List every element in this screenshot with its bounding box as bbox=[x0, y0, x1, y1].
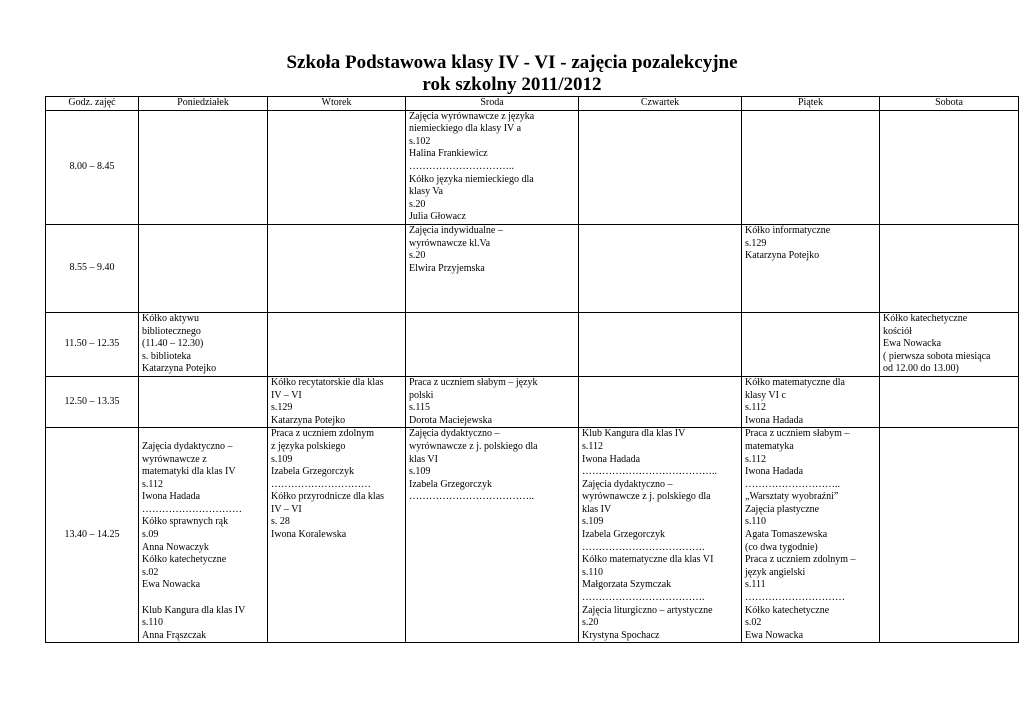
activity-line: s.112 bbox=[745, 453, 767, 465]
header-monday: Poniedziałek bbox=[139, 97, 268, 111]
schedule-cell-saturday bbox=[880, 428, 1019, 643]
activity-line: Agata Tomaszewska bbox=[745, 529, 828, 541]
activity-line: język angielski bbox=[745, 566, 806, 578]
activity-line: Kółko katechetyczne bbox=[142, 554, 227, 566]
time-slot-cell: 8.00 – 8.45 bbox=[46, 110, 139, 224]
schedule-cell-friday bbox=[742, 428, 880, 643]
activity-line: s. 28 bbox=[271, 516, 290, 528]
schedule-cell-saturday bbox=[880, 224, 1019, 312]
schedule-cell-wednesday bbox=[406, 224, 579, 312]
activity-line: Zajęcia indywidualne – bbox=[409, 224, 503, 236]
activity-line: s.110 bbox=[582, 566, 604, 578]
activity-line: s.02 bbox=[745, 617, 762, 629]
activity-line: Kółko przyrodnicze dla klas bbox=[271, 491, 385, 503]
schedule-cell-wednesday bbox=[406, 428, 579, 643]
schedule-cell-monday bbox=[139, 376, 268, 427]
activity-line: s.110 bbox=[745, 516, 767, 528]
activity-line: ………………………… bbox=[745, 592, 845, 604]
activity-line: Kółko matematyczne dla klas VI bbox=[582, 554, 714, 566]
activity-line: (11.40 – 12.30) bbox=[142, 338, 204, 350]
header-thursday: Czwartek bbox=[579, 97, 742, 111]
activity-line: Zajęcia dydaktyczno – bbox=[142, 440, 233, 452]
header-saturday: Sobota bbox=[880, 97, 1019, 111]
activity-line: ( pierwsza sobota miesiąca bbox=[883, 350, 991, 362]
schedule-cell-saturday bbox=[880, 312, 1019, 376]
activity-line: ………………………………….. bbox=[582, 466, 717, 478]
activity-line: s.112 bbox=[582, 440, 604, 452]
schedule-cell-monday bbox=[139, 224, 268, 312]
activity-line: kościół bbox=[883, 325, 912, 337]
activity-line: Krystyna Spochacz bbox=[582, 629, 660, 641]
title-line-1: Szkoła Podstawowa klasy IV - VI - zajęcia pozalekcyjne bbox=[286, 52, 738, 73]
time-slot-cell: 8.55 – 9.40 bbox=[46, 224, 139, 312]
activity-line: ……………………….. bbox=[745, 478, 840, 490]
activity-line: Małgorzata Szymczak bbox=[582, 579, 672, 591]
header-hours: Godz. zajęć bbox=[46, 97, 139, 111]
activity-line: s.20 bbox=[409, 250, 426, 262]
activity-line: s.20 bbox=[409, 198, 426, 210]
activity-line: Halina Frankiewicz bbox=[409, 148, 488, 160]
activity-line: Praca z uczniem zdolnym bbox=[271, 428, 375, 440]
activity-line: s.109 bbox=[271, 453, 293, 465]
activity-line: Julia Głowacz bbox=[409, 211, 466, 223]
activity-line: ……………………………….. bbox=[409, 491, 534, 503]
schedule-cell-thursday bbox=[579, 110, 742, 224]
activity-line: niemieckiego dla klasy IV a bbox=[409, 123, 522, 135]
activity-line: Zajęcia dydaktyczno – bbox=[409, 428, 500, 440]
activity-line: od 12.00 do 13.00) bbox=[883, 363, 959, 375]
schedule-cell-friday bbox=[742, 376, 880, 427]
activity-line: s.111 bbox=[745, 579, 766, 591]
activity-line: wyrównawcze z j. polskiego dla bbox=[409, 440, 538, 452]
schedule-cell-thursday bbox=[579, 376, 742, 427]
schedule-cell-monday bbox=[139, 428, 268, 643]
activity-line: s.02 bbox=[142, 566, 159, 578]
activity-line: Zajęcia liturgiczno – artystyczne bbox=[582, 604, 713, 616]
activity-line: Praca z uczniem zdolnym – bbox=[745, 554, 856, 566]
activity-line: Ewa Nowacka bbox=[142, 579, 201, 591]
activity-line: ………………………… bbox=[271, 478, 371, 490]
activity-line: s.112 bbox=[142, 478, 164, 490]
title-line-2: rok szkolny 2011/2012 bbox=[422, 74, 602, 95]
schedule-cell-monday bbox=[139, 312, 268, 376]
activity-line: s.20 bbox=[582, 617, 599, 629]
table-row bbox=[46, 376, 1019, 427]
schedule-cell-wednesday bbox=[406, 376, 579, 427]
activity-line: matematyki dla klas IV bbox=[142, 466, 236, 478]
activity-line: Katarzyna Potejko bbox=[271, 414, 346, 426]
activity-line: bibliotecznego bbox=[142, 325, 201, 337]
activity-line: klas IV bbox=[582, 503, 612, 515]
activity-line: Iwona Hadada bbox=[745, 466, 804, 478]
activity-line: matematyka bbox=[745, 440, 794, 452]
schedule-cell-tuesday bbox=[268, 312, 406, 376]
time-slot-cell: 12.50 – 13.35 bbox=[46, 376, 139, 427]
header-friday: Piątek bbox=[742, 97, 880, 111]
table-row bbox=[46, 110, 1019, 224]
time-slot-cell: 11.50 – 12.35 bbox=[46, 312, 139, 376]
activity-line: Zajęcia plastyczne bbox=[745, 503, 820, 515]
activity-line: Kółko katechetyczne bbox=[745, 604, 830, 616]
activity-line: Izabela Grzegorczyk bbox=[409, 478, 492, 490]
activity-line: Dorota Maciejewska bbox=[409, 414, 493, 426]
activity-line: Ewa Nowacka bbox=[745, 629, 804, 641]
schedule-cell-wednesday bbox=[406, 110, 579, 224]
activity-line: ………………………………. bbox=[582, 592, 705, 604]
table-row bbox=[46, 428, 1019, 643]
activity-line: Praca z uczniem słabym – język bbox=[409, 376, 538, 388]
activity-line: s.112 bbox=[745, 402, 767, 414]
activity-line: Klub Kangura dla klas IV bbox=[142, 604, 246, 616]
activity-line bbox=[142, 592, 264, 605]
activity-line: IV – VI bbox=[271, 389, 302, 401]
activity-line: „Warsztaty wyobraźni” bbox=[745, 491, 839, 503]
activity-line: Klub Kangura dla klas IV bbox=[582, 428, 686, 440]
schedule-cell-thursday bbox=[579, 428, 742, 643]
activity-line: (co dwa tygodnie) bbox=[745, 541, 818, 553]
schedule-cell-friday bbox=[742, 312, 880, 376]
activity-line: Kółko matematyczne dla bbox=[745, 376, 845, 388]
activity-line: klasy Va bbox=[409, 186, 443, 198]
activity-line: Kółko sprawnych rąk bbox=[142, 516, 229, 528]
activity-line: Izabela Grzegorczyk bbox=[271, 466, 354, 478]
activity-line: klas VI bbox=[409, 453, 438, 465]
activity-line: Izabela Grzegorczyk bbox=[582, 529, 665, 541]
schedule-cell-tuesday bbox=[268, 376, 406, 427]
schedule-table bbox=[45, 96, 1019, 643]
activity-line: Kółko recytatorskie dla klas bbox=[271, 376, 384, 388]
header-row bbox=[46, 97, 1019, 111]
activity-line: s.09 bbox=[142, 529, 159, 541]
activity-line: s.115 bbox=[409, 402, 431, 414]
activity-line: ………………………………. bbox=[582, 541, 705, 553]
activity-line: s.102 bbox=[409, 135, 431, 147]
schedule-cell-tuesday bbox=[268, 110, 406, 224]
activity-line: s. biblioteka bbox=[142, 350, 191, 362]
header-tuesday: Wtorek bbox=[268, 97, 406, 111]
schedule-cell-wednesday bbox=[406, 312, 579, 376]
activity-line: ………………………… bbox=[142, 503, 242, 515]
activity-line: Ewa Nowacka bbox=[883, 338, 942, 350]
activity-line: Kółko katechetyczne bbox=[883, 312, 968, 324]
activity-line: z języka polskiego bbox=[271, 440, 346, 452]
activity-line: Anna Frąszczak bbox=[142, 629, 207, 641]
activity-line: Iwona Koralewska bbox=[271, 529, 347, 541]
activity-line: Katarzyna Potejko bbox=[745, 250, 820, 262]
activity-line: Elwira Przyjemska bbox=[409, 262, 485, 274]
schedule-cell-friday bbox=[742, 110, 880, 224]
schedule-cell-monday bbox=[139, 110, 268, 224]
activity-line: Kółko języka niemieckiego dla bbox=[409, 173, 534, 185]
activity-line: ………………………….. bbox=[409, 160, 514, 172]
activity-line: Kółko aktywu bbox=[142, 312, 199, 324]
schedule-cell-saturday bbox=[880, 110, 1019, 224]
activity-line: s.129 bbox=[745, 237, 767, 249]
schedule-cell-thursday bbox=[579, 312, 742, 376]
activity-line: Iwona Hadada bbox=[582, 453, 641, 465]
activity-line: s.110 bbox=[142, 617, 164, 629]
time-slot-cell: 13.40 – 14.25 bbox=[46, 428, 139, 643]
activity-line: Anna Nowaczyk bbox=[142, 541, 209, 553]
activity-line: IV – VI bbox=[271, 503, 302, 515]
activity-line bbox=[142, 428, 264, 441]
schedule-body bbox=[46, 110, 1019, 643]
activity-line: Zajęcia wyrównawcze z języka bbox=[409, 110, 535, 122]
activity-line: Zajęcia dydaktyczno – bbox=[582, 478, 673, 490]
table-row bbox=[46, 224, 1019, 312]
activity-line: wyrównawcze z j. polskiego dla bbox=[582, 491, 711, 503]
activity-line: klasy VI c bbox=[745, 389, 786, 401]
activity-line: Praca z uczniem słabym – bbox=[745, 428, 850, 440]
activity-line: s.109 bbox=[582, 516, 604, 528]
activity-line: Iwona Hadada bbox=[142, 491, 201, 503]
schedule-cell-tuesday bbox=[268, 428, 406, 643]
schedule-cell-friday bbox=[742, 224, 880, 312]
activity-line: wyrównawcze z bbox=[142, 453, 207, 465]
header-wednesday: Środa bbox=[406, 97, 579, 111]
table-row bbox=[46, 312, 1019, 376]
activity-line: s.129 bbox=[271, 402, 293, 414]
activity-line: Kółko informatyczne bbox=[745, 224, 831, 236]
activity-line: Iwona Hadada bbox=[745, 414, 804, 426]
schedule-cell-saturday bbox=[880, 376, 1019, 427]
activity-line: Katarzyna Potejko bbox=[142, 363, 217, 375]
activity-line: wyrównawcze kl.Va bbox=[409, 237, 491, 249]
schedule-cell-thursday bbox=[579, 224, 742, 312]
schedule-cell-tuesday bbox=[268, 224, 406, 312]
activity-line: s.109 bbox=[409, 466, 431, 478]
activity-line: polski bbox=[409, 389, 434, 401]
